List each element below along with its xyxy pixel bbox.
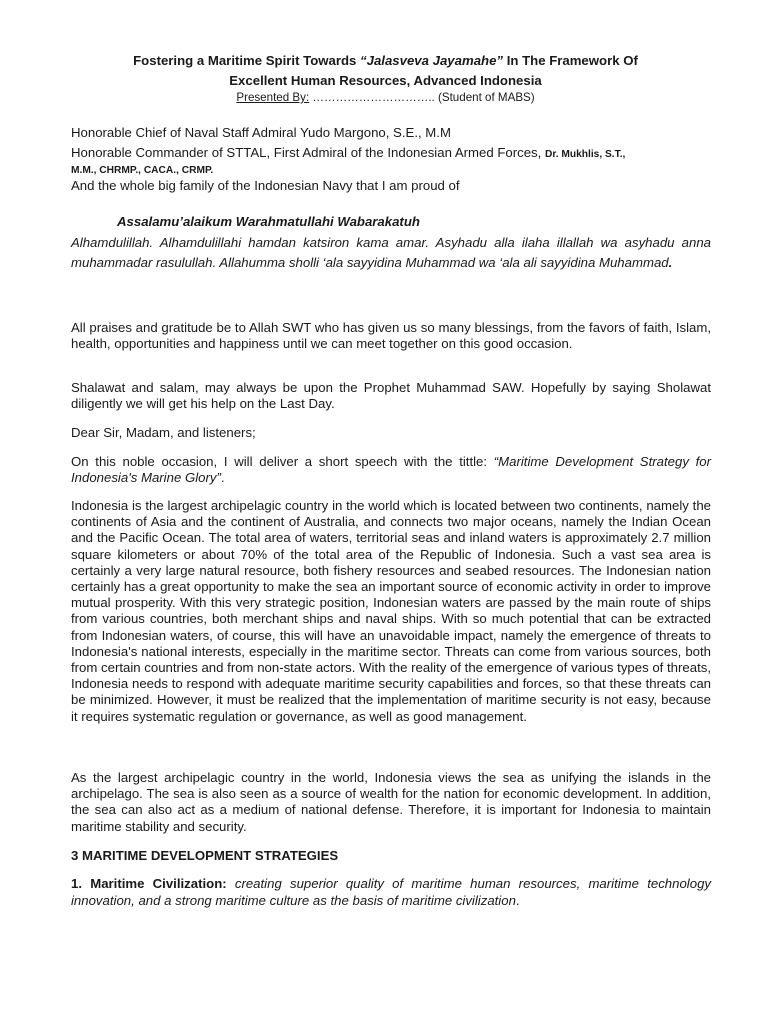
strategy-1-label: 1. Maritime Civilization: xyxy=(71,876,227,891)
paragraph-shalawat: Shalawat and salam, may always be upon the Prophet Muhammad SAW. Hopefully by saying Sholawat diligently we will get his help on the Last Day. xyxy=(71,380,711,412)
strategies-heading: 3 MARITIME DEVELOPMENT STRATEGIES xyxy=(71,848,339,863)
paragraph-address: Dear Sir, Madam, and listeners; xyxy=(71,425,256,440)
salutation-line-1: Honorable Chief of Naval Staff Admiral Yudo Margono, S.E., M.M xyxy=(71,125,451,140)
presented-by xyxy=(60,91,711,104)
title-line-1: Fostering a Maritime Spirit Towards “Jalasveva Jayamahe” In The Framework Of xyxy=(133,53,638,68)
strategy-1-text: creating superior quality of maritime human resources, maritime technology innovation, and a strong maritime culture as the basis of maritime civilization xyxy=(71,876,712,908)
title-motto: “Jalasveva Jayamahe” xyxy=(360,53,504,68)
speech-title: “Maritime Development Strategy for Indonesia's Marine Glory” xyxy=(71,454,711,486)
paragraph-praise: All praises and gratitude be to Allah SWT who has given us so many blessings, from the favors of faith, Islam, health, opportunities and happiness until we can meet together on this good occasion. xyxy=(71,320,711,352)
greeting-salam: Assalamu’alaikum Warahmatullahi Wabarakatuh xyxy=(117,214,420,229)
salutation-line-2-cont: M.M., CHRMP., CACA., CRMP. xyxy=(71,165,214,176)
presented-by-value: ………………………….. (Student of MABS) xyxy=(309,91,535,104)
paragraph-occasion: On this noble occasion, I will deliver a short speech with the tittle: “Maritime Development Strategy for Indonesia's Marine Glory”. xyxy=(71,454,711,486)
strategy-item-1: 1. Maritime Civilization: creating superior quality of maritime human resources, maritime technology innovation, and a strong maritime culture as the basis of maritime civilization. xyxy=(71,876,712,908)
paragraph-archipelago: As the largest archipelagic country in the world, Indonesia views the sea as unifying the islands in the archipelago. The sea is also seen as a source of wealth for the nation for economic development. In addition, the sea can also act as a medium of national defense. Therefore, it is important for Indonesia to maintain maritime stability and security. xyxy=(71,770,711,834)
title-line-2: Excellent Human Resources, Advanced Indonesia xyxy=(229,73,542,88)
presented-by-label: Presented By: xyxy=(236,91,310,104)
greeting-prayer: Alhamdulillah. Alhamdulillahi hamdan katsiron kama amar. Asyhadu alla ilaha illallah wa asyhadu anna muhammadar rasulullah. Allahumma sholli ‘ala sayyidina Muhammad wa ‘ala ali sayyidina Muhammad. xyxy=(71,235,711,270)
salutation-line-2: Honorable Commander of STTAL, First Admiral of the Indonesian Armed Forces, Dr. Mukhlis, S.T., xyxy=(71,145,626,160)
salutation-line-3: And the whole big family of the Indonesian Navy that I am proud of xyxy=(71,178,460,193)
paragraph-indonesia: Indonesia is the largest archipelagic country in the world which is located between two continents, namely the continents of Asia and the continent of Australia, and connects two major oceans, namely the Indian Ocean and the Pacific Ocean. The total area of waters, territorial seas and inland waters is approximately 2.7 million square kilometers or about 70% of the total area of the Republic of Indonesia. Such a vast sea area is certainly a very large natural resource, both fishery resources and seabed resources. The Indonesian nation certainly has a great opportunity to make the sea an important source of economic activity in order to improve mutual prosperity. With this very strategic position, Indonesian waters are passed by the main route of ships from various countries, both merchant ships and naval ships. With so much potential that can be extracted from Indonesian waters, of course, this will have an unavoidable impact, namely the emergence of threats to Indonesia's national interests, especially in the maritime sector. Threats can come from various sources, both from certain countries and from non-state actors. With the reality of the emergence of various types of threats, Indonesia needs to respond with adequate maritime security capabilities and forces, so that these threats can be minimized. However, it must be realized that the implementation of maritime security is not easy, because it requires systematic regulation or governance, as well as good management. xyxy=(71,498,711,724)
